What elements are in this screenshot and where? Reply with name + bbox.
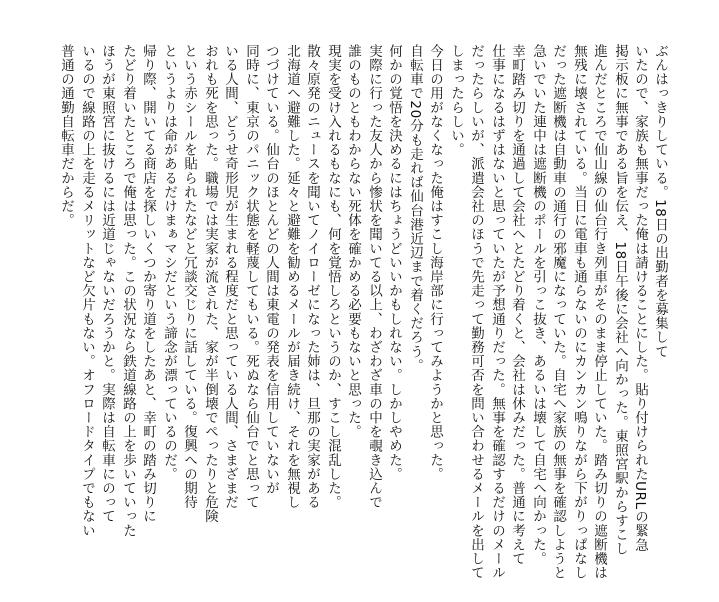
text-column: 無残に壊されている。当日に電車も通らないのにカンカン鳴りながら下がりっぱなし [571, 44, 587, 580]
text-column: 自転車で20分も走れば仙台港近辺まで着くだろう。 [407, 44, 423, 373]
text-column: 現実を受け入れるもなにも、何を覚悟しろというのか、すこし混乱した。 [325, 44, 341, 510]
text-column: 進んだところで仙山線の仙台行き列車がそのまま停止していた。踏み切りの遮断機は [591, 44, 607, 580]
text-column: 普通の通勤自転車だからだ。 [58, 44, 74, 228]
text-column: 幸町踏み切りを通過して会社へとたどり着くと、会社は休みだった。普通に考えて [509, 44, 525, 566]
text-column: いる人間、どうせ奇形児が生まれる程度だと思っている人間、さまざまだ [222, 44, 238, 510]
text-column: しまったらしい。 [448, 44, 464, 157]
text-column: 急いでいた連中は遮断機のポールを引っこ抜き、あるいは壊して自宅へ向かった。 [530, 44, 546, 566]
text-column: 散々原発のニュースを聞いてノイローゼになった姉は、旦那の実家がある [304, 44, 320, 510]
text-column: ほうが東照宮に抜けるには近道じゃないだろうかと。実際は自転車にのって [99, 44, 115, 524]
text-column: 同時に、東京のパニック状態を軽蔑してもいる。死ぬなら仙台でと思って [243, 44, 259, 510]
text-column: 誰のものともわからない死体を確かめる必要もないと思った。 [345, 44, 361, 439]
text-column: だったらしいが、派遣会社のほうで先走って勤務可否を問い合わせるメールを出して [468, 44, 484, 580]
text-column: いたので、家族も無事だった俺は請けることにした。貼り付けられたURLの緊急 [632, 44, 648, 552]
text-column: 北海道へ避難した。延々と避難を勧めるメールが届き続け、それを無視し [284, 44, 300, 510]
text-column: ぶんはっきりしている。18日の出勤者を募集して [652, 44, 668, 359]
text-column: 今日の用がなくなった俺はすこし海岸部に行ってみようかと思った。 [427, 44, 443, 482]
text-column: 実際に行った友人から惨状を聞いてる以上、わざわざ車の中を覗き込んで [366, 44, 382, 510]
text-column: いるので線路の上を走るメリットなど欠片もない。オフロードタイプでもない [79, 44, 95, 538]
text-column: というよりは命があるだけまぁマシだという諦念が漂っているのだ。 [161, 44, 177, 482]
text-column: だった遮断機は自動車の通行の邪魔になっていた。自宅へ家族の無事を確認しようと [550, 44, 566, 580]
text-column: 掲示板に無事である旨を伝え、18日午後に会社へ向かった。東照宮駅からすこし [612, 44, 628, 556]
text-column: 帰り際、開いてる商店を探しいくつか寄り道をしたあと、幸町の踏み切りに [140, 44, 156, 524]
text-column: たどり着いたところで俺は思った。この状況なら鉄道線路の上を歩いていった [120, 44, 136, 538]
text-column: 何かの覚悟を決めるにはちょうどいいかもしれない。しかしやめた。 [386, 44, 402, 482]
text-column: 仕事になるはずはないと思っていたが予想通りだった。無事を確認するだけのメール [489, 44, 505, 580]
text-column: という赤シールを貼られたなどと冗談交じりに話している。復興への期待 [181, 44, 197, 510]
text-column: おれも死を思った。職場では実家が流された、家が半倒壊でぺったりと危険 [202, 44, 218, 524]
text-column: つづけている。仙台のほとんどの人間は東電の発表を信用していないが [263, 44, 279, 496]
